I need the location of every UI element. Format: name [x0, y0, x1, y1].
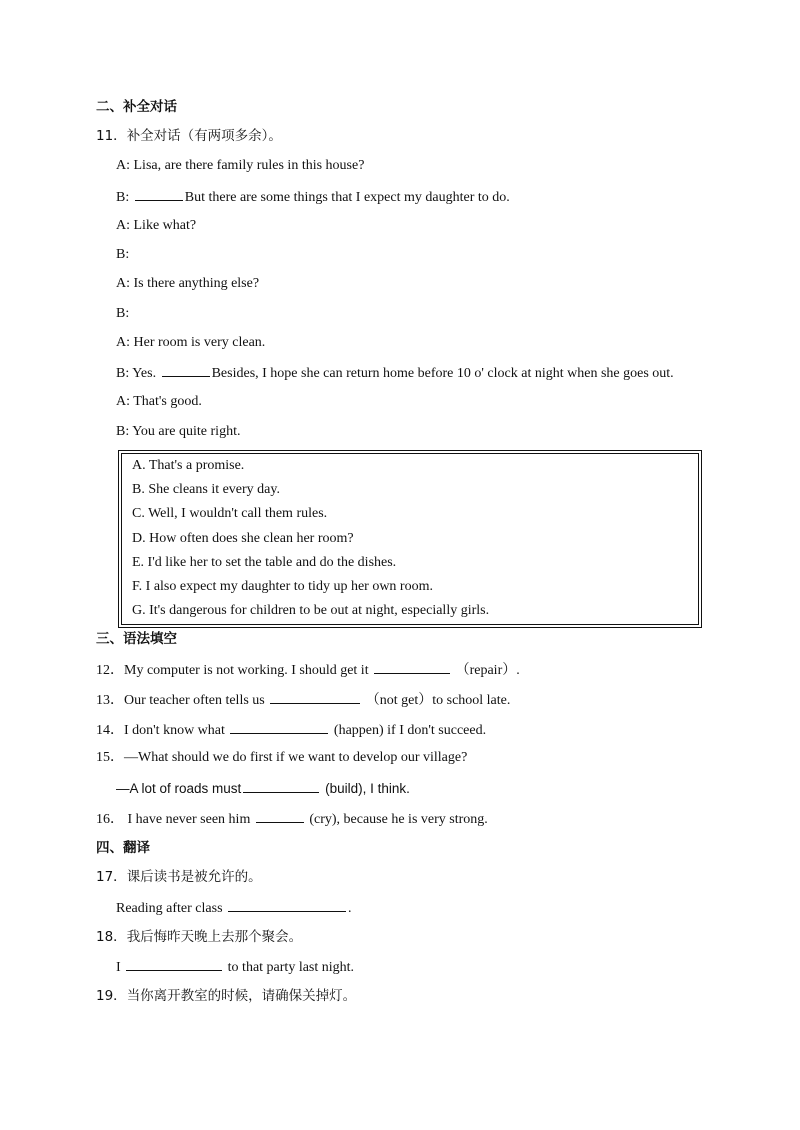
answer-blank[interactable] [162, 363, 210, 377]
speaker-label: A: [116, 394, 130, 409]
question-text: —What should we do first if we want to develop our village? [124, 750, 468, 765]
question-text: (happen) if I don't succeed. [333, 723, 487, 738]
section-heading-translation: 四、翻译 [96, 840, 150, 856]
section-heading-grammar: 三、语法填空 [96, 631, 177, 647]
question-number: 17． [96, 869, 127, 885]
dialogue-text: You are quite right. [132, 424, 241, 439]
question-text: （not get）to school late. [365, 693, 511, 708]
answer-blank[interactable] [256, 809, 304, 823]
question-number: 11． [96, 128, 127, 144]
speaker-label: A: [116, 218, 130, 233]
option-b: B. She cleans it every day. [132, 482, 280, 497]
dialogue-text: Is there anything else? [133, 276, 260, 291]
chinese-sentence: 课后读书是被允许的。 [126, 869, 262, 885]
dialogue-text: Her room is very clean. [133, 335, 266, 350]
option-e: E. I'd like her to set the table and do the dishes. [132, 555, 397, 570]
dialogue-text: Like what? [133, 218, 197, 233]
speaker-label: B: [116, 247, 130, 262]
question-17-prompt [96, 868, 262, 886]
question-11-prompt [96, 127, 282, 145]
question-text: (build), I think. [325, 781, 410, 796]
question-16 [96, 809, 488, 829]
question-17-answer-line [116, 898, 352, 918]
answer-blank[interactable] [126, 957, 222, 971]
answer-blank[interactable] [374, 660, 450, 674]
speaker-label: B: [116, 424, 130, 439]
answer-blank[interactable] [228, 898, 346, 912]
speaker-label: B: [116, 306, 130, 321]
speaker-label: A: [116, 158, 130, 173]
question-title: 补全对话（有两项多余）。 [126, 128, 282, 144]
dialogue-line-6 [116, 305, 129, 323]
dialogue-line-4 [116, 246, 129, 264]
question-15-line-1 [96, 749, 467, 767]
question-number: 16． [96, 812, 124, 827]
question-13 [96, 690, 510, 710]
question-number: 19． [96, 988, 127, 1004]
question-text: （repair）. [455, 663, 520, 678]
option-c: C. Well, I wouldn't call them rules. [132, 506, 328, 521]
dialogue-text: But there are some things that I expect my daughter to do. [184, 190, 510, 205]
chinese-sentence: 当你离开教室的时候，请确保关掉灯。 [126, 988, 357, 1004]
question-text: . [348, 901, 352, 916]
question-text: I don't know what [124, 723, 225, 738]
dialogue-line-2 [116, 187, 510, 207]
option-d: D. How often does she clean her room? [132, 531, 354, 546]
dialogue-line-8 [116, 363, 674, 383]
question-19-prompt [96, 987, 356, 1005]
speaker-label: A: [116, 276, 130, 291]
question-14 [96, 720, 486, 740]
dialogue-text: That's good. [133, 394, 202, 409]
speaker-label: A: [116, 335, 130, 350]
question-text: I have never seen him [127, 812, 251, 827]
option-a: A. That's a promise. [132, 458, 245, 473]
question-text: Our teacher often tells us [124, 693, 265, 708]
chinese-sentence: 我后悔昨天晚上去那个聚会。 [126, 929, 303, 945]
question-text: —A lot of roads must [116, 781, 242, 796]
dialogue-text: Lisa, are there family rules in this house? [133, 158, 365, 173]
dialogue-line-1 [116, 157, 364, 175]
dialogue-text: Yes. [132, 366, 157, 381]
speaker-label: B: [116, 190, 130, 205]
question-number: 18． [96, 929, 127, 945]
dialogue-line-3 [116, 217, 196, 235]
dialogue-line-5 [116, 275, 259, 293]
question-text: Reading after class [116, 901, 223, 916]
question-18-answer-line [116, 957, 354, 977]
question-number: 14． [96, 723, 124, 738]
option-f: F. I also expect my daughter to tidy up her own room. [132, 579, 433, 594]
answer-blank[interactable] [135, 187, 183, 201]
question-number: 15． [96, 750, 124, 765]
speaker-label: B: [116, 366, 130, 381]
dialogue-line-9 [116, 393, 202, 411]
options-box [118, 450, 702, 628]
answer-blank[interactable] [230, 720, 328, 734]
question-12 [96, 660, 520, 680]
dialogue-text: Besides, I hope she can return home before 10 o' clock at night when she goes out. [211, 366, 674, 381]
question-number: 13． [96, 693, 124, 708]
question-15-line-2 [116, 779, 410, 798]
answer-blank[interactable] [243, 779, 319, 793]
dialogue-line-7 [116, 334, 265, 352]
question-number: 12． [96, 663, 124, 678]
option-g: G. It's dangerous for children to be out at night, especially girls. [132, 603, 490, 618]
answer-blank[interactable] [270, 690, 360, 704]
question-text: My computer is not working. I should get it [124, 663, 369, 678]
question-18-prompt [96, 928, 302, 946]
question-text: to that party last night. [227, 960, 355, 975]
options-box-inner [121, 453, 699, 625]
question-text: (cry), because he is very strong. [309, 812, 488, 827]
question-text: I [116, 960, 121, 975]
section-heading-completion: 二、补全对话 [96, 99, 177, 115]
dialogue-line-10 [116, 423, 240, 441]
